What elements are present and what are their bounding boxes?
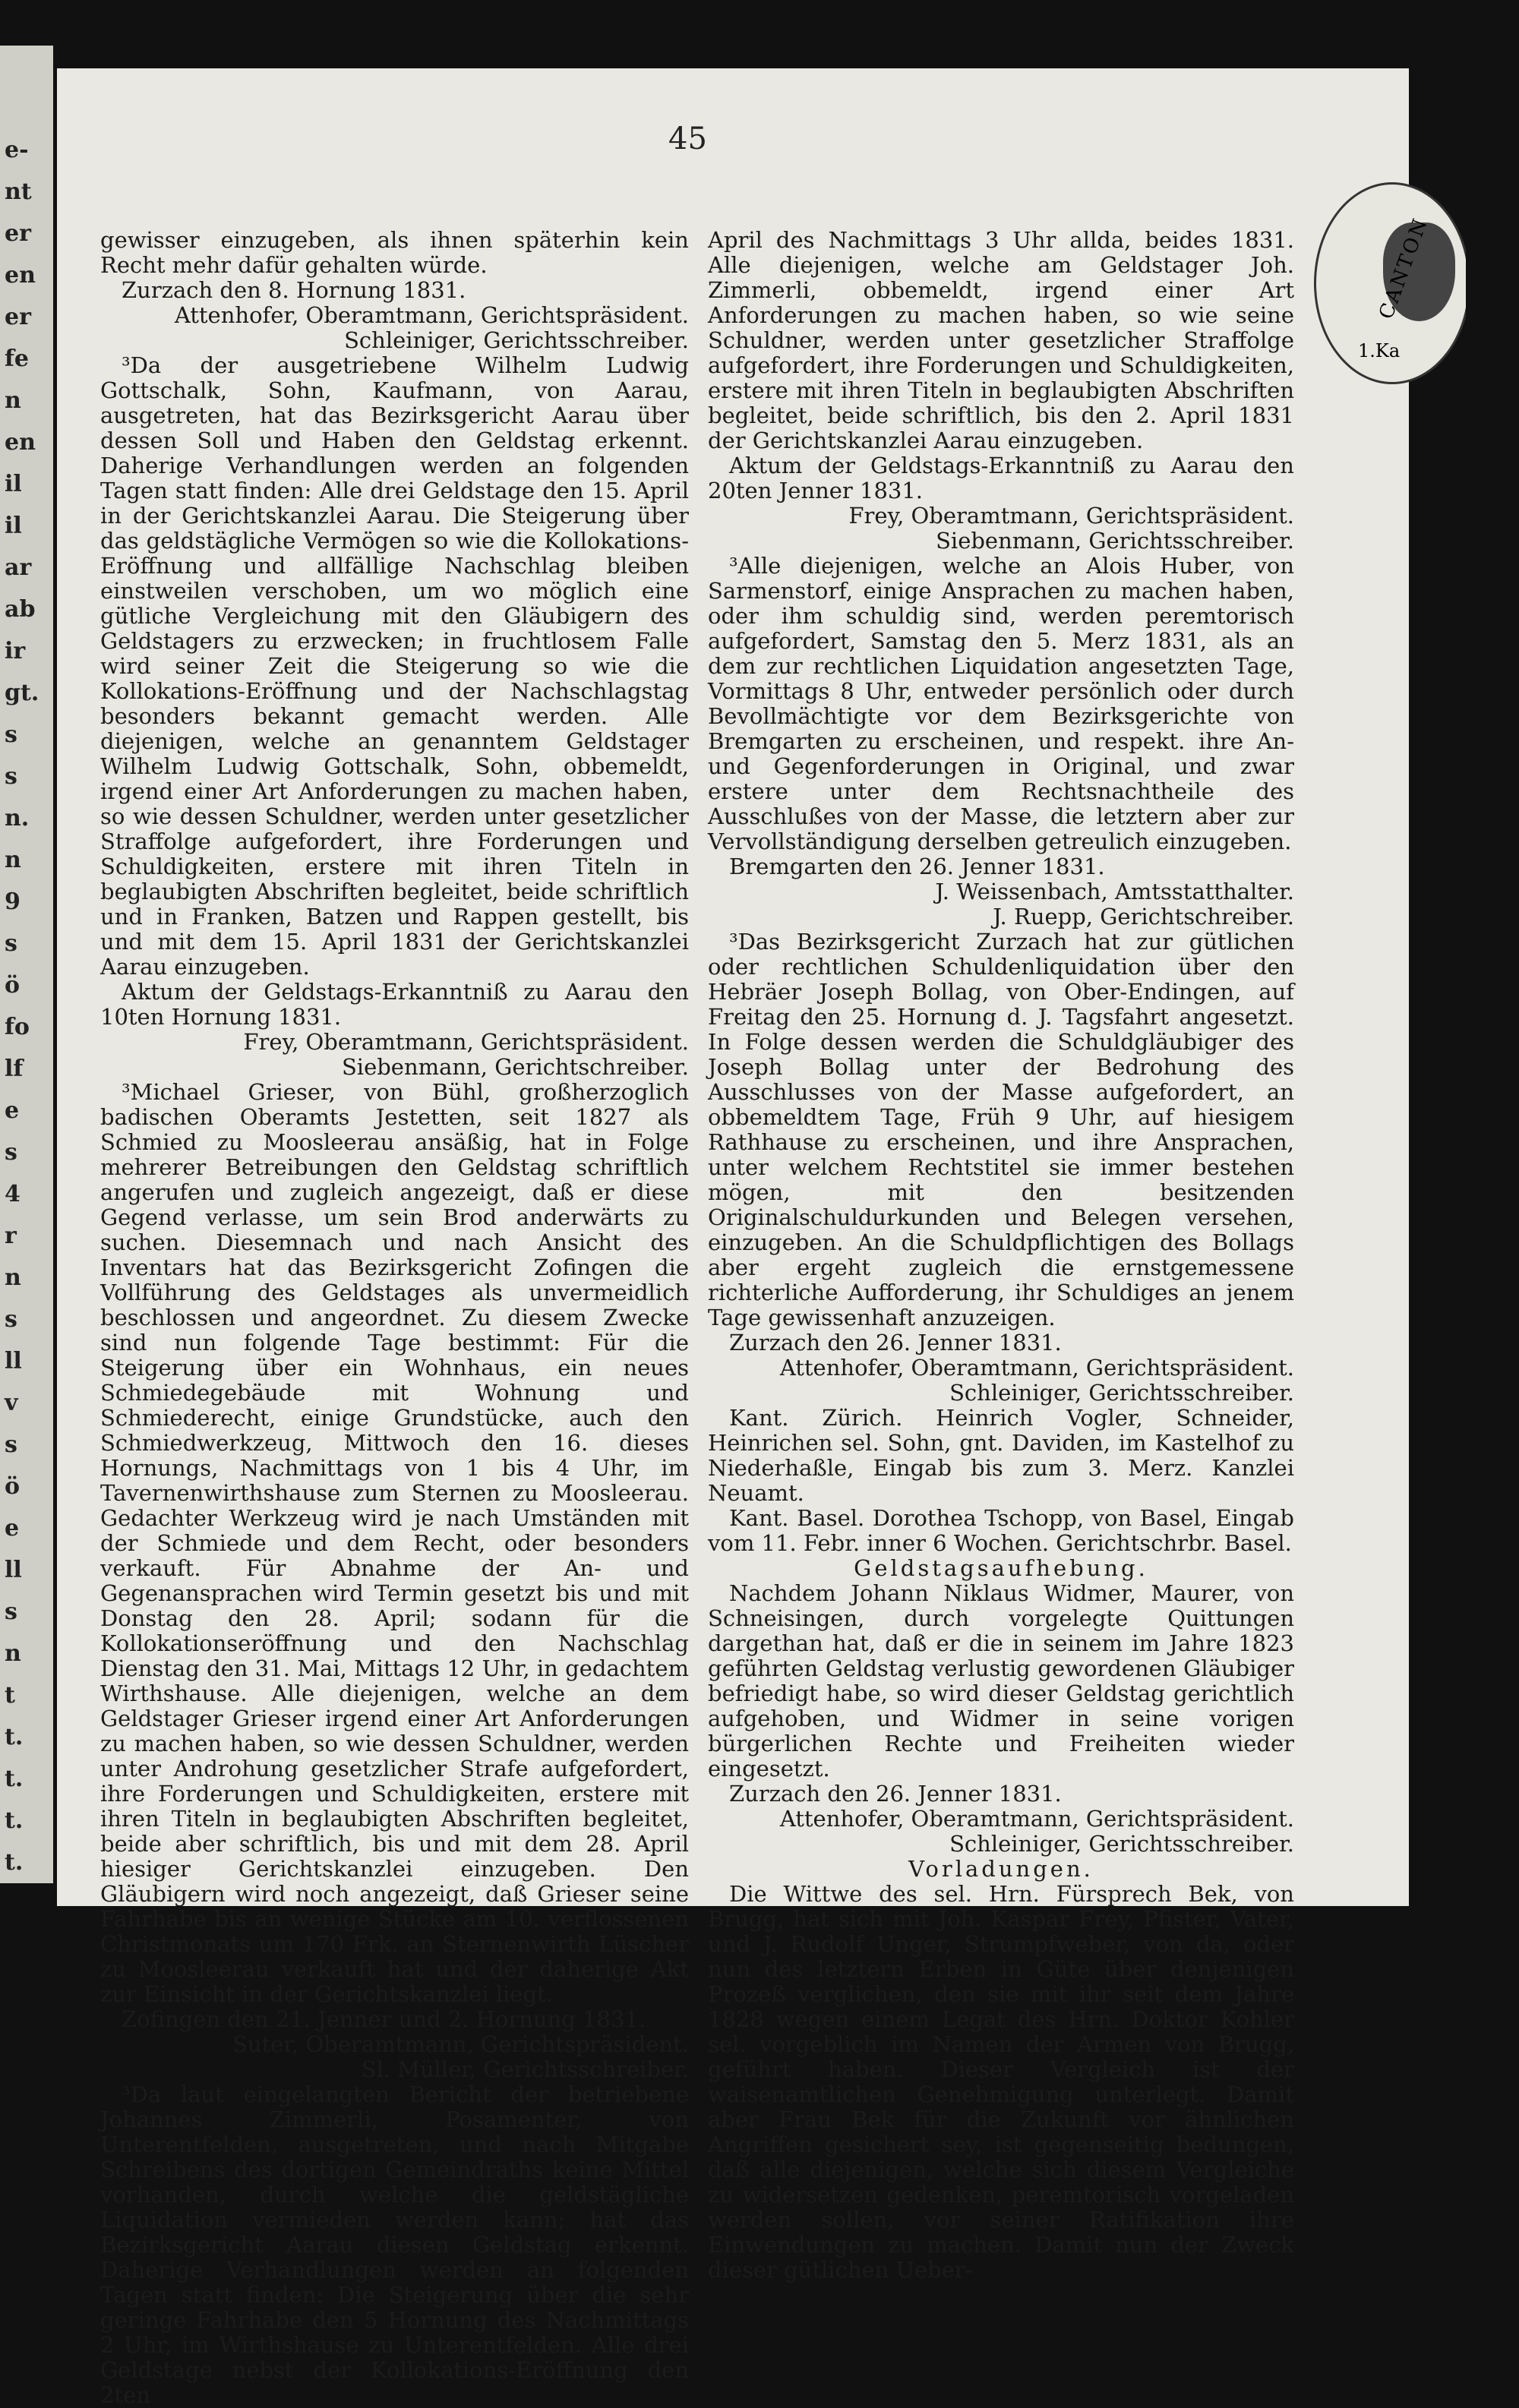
margin-fragment: s (5, 763, 17, 790)
paragraph-q11: Attenhofer, Oberamtmann, Gerichtspräsident. (779, 1355, 1294, 1381)
left-column (100, 228, 689, 2408)
margin-fragment: s (5, 1431, 17, 1458)
margin-fragment: e (5, 1515, 20, 1542)
paragraph-q5: ³Alle diejenigen, welche an Alois Huber, von Sarmenstorf, einige Ansprachen zu machen haben, oder ihm schuldig sind, werden peremtorisch aufgefordert, Samstag den 5. Merz 1831, als an dem zur rechtlichen Liquidation angesetzten Tage, Vormittags 8 Uhr, entweder persönlich oder durch Bevollmächtigte vor dem Bezirksgerichte von Bremgarten zu erscheinen, und respekt. ihre An- und Gegenforderungen in Original, und zwar erstere unter dem Rechtsnachtheile des Ausschlußes von der Masse, die letztern aber zur Vervollständigung derselben getreulich einzugeben. (708, 553, 1294, 854)
paragraph-q16: Nachdem Johann Niklaus Widmer, Maurer, von Schneisingen, durch vorgelegte Quittungen dargethan hat, daß er die in seinem im Jahre 1823 geführten Geldstag verlustig gewordenen Gläubiger befriedigt habe, so wird dieser Geldstag gerichtlich aufgehoben, und Widmer in seine vorigen bürgerlichen Rechte und Freiheiten wieder eingesetzt. (708, 1580, 1294, 1782)
margin-fragment: e- (5, 137, 29, 163)
paragraph-q20: Vorladungen. (908, 1856, 1094, 1882)
margin-fragment: n. (5, 805, 30, 832)
paragraph-p1: gewisser einzugeben, als ihnen späterhin kein Recht mehr dafür gehalten würde. (100, 227, 689, 278)
margin-fragment: ll (5, 1557, 22, 1583)
margin-fragment: n (5, 1264, 21, 1291)
margin-fragment: ar (5, 554, 32, 581)
margin-fragment: fe (5, 346, 29, 372)
margin-fragment: s (5, 1306, 17, 1333)
paragraph-p13: ³Da laut eingelangten Bericht der betriebene Johannes Zimmerli, Posamenter, von Unterentfelden, ausgetreten, und nach Mitgabe Schreibens des dortigen Gemeindraths keine Mittel vorhanden, durch welche die geldstägliche Liquidation vermieden werden kann; hat das Bezirksgericht Aarau diesen Geldstag erkennt. Daherige Verhandlungen werden an folgenden Tagen statt finden: Die Steigerung über die sehr geringe Fahrhabe den 5 Hornung des Nachmittags 2 Uhr, im Wirthshause zu Unterentfelden. Alle drei Geldstage nebst der Kollokations-Eröffnung den 2ten (100, 2081, 689, 2408)
margin-fragment: n (5, 387, 21, 414)
margin-fragment: er (5, 220, 31, 247)
margin-fragment: en (5, 429, 36, 456)
right-column (708, 228, 1294, 2283)
margin-fragment: er (5, 304, 31, 330)
paragraph-q14: Kant. Basel. Dorothea Tschopp, von Basel, Eingab vom 11. Febr. inner 6 Wochen. Gerichtschrbr. Basel. (708, 1505, 1294, 1556)
paragraph-p3: Attenhofer, Oberamtmann, Gerichtspräsident. (174, 302, 689, 328)
paragraph-p10: Zofingen den 21. Jenner und 2. Hornung 1831. (122, 2006, 646, 2032)
margin-fragment: 9 (5, 888, 21, 915)
margin-fragment: 4 (5, 1181, 21, 1207)
paragraph-q10: Zurzach den 26. Jenner 1831. (729, 1330, 1062, 1355)
paragraph-q18: Attenhofer, Oberamtmann, Gerichtspräsident. (779, 1806, 1294, 1832)
paragraph-p4: Schleiniger, Gerichtsschreiber. (344, 327, 689, 353)
margin-fragment: t. (5, 1724, 24, 1750)
margin-fragment: s (5, 721, 17, 748)
margin-fragment: ö (5, 972, 21, 999)
paragraph-p11: Suter, Oberamtmann, Gerichtspräsident. (232, 2031, 689, 2057)
margin-fragment: fo (5, 1014, 30, 1040)
paragraph-q13: Kant. Zürich. Heinrich Vogler, Schneider, Heinrichen sel. Sohn, gnt. Daviden, im Kastelhof zu Niederhaßle, Eingab bis zum 3. Merz. Kanzlei Neuamt. (708, 1405, 1294, 1506)
paragraph-q3: Frey, Oberamtmann, Gerichtspräsident. (848, 503, 1294, 529)
page-number: 45 (668, 122, 707, 156)
canton-stamp (1314, 182, 1470, 384)
paragraph-p5: ³Da der ausgetriebene Wilhelm Ludwig Gottschalk, Sohn, Kaufmann, von Aarau, ausgetreten, hat das Bezirksgericht Aarau über dessen Soll und Haben den Geldstag erkennt. Daherige Verhandlungen werden an folgenden Tagen statt finden: Alle drei Geldstage den 15. April in der Gerichtskanzlei Aarau. Die Steigerung über das geldstägliche Vermögen so wie die Kollokations-Eröffnung und allfällige Nachschlag bleiben einstweilen verschoben, um wo möglich eine gütliche Vergleichung mit den Gläubigern des Geldstagers zu erzwecken; in fruchtlosem Falle wird seiner Zeit die Steigerung so wie die Kollokations-Eröffnung und der Nachschlagstag besonders bekannt gemacht werden. Alle diejenigen, welche an genanntem Geldstager Wilhelm Ludwig Gottschalk, Sohn, obbemeldt, irgend einer Art Anforderungen zu machen haben, so wie dessen Schuldner, werden unter gesetzlicher Straffolge aufgefordert, ihre Forderungen und Schuldigkeiten, erstere mit ihren Titeln in beglaubigten Abschriften begleitet, beide schriftlich und in Franken, Batzen und Rappen gestellt, bis und mit dem 15. April 1831 der Gerichtskanzlei Aarau einzugeben. (100, 352, 689, 980)
paragraph-p6: Aktum der Geldstags-Erkanntniß zu Aarau den 10ten Hornung 1831. (100, 979, 689, 1030)
paragraph-q19: Schleiniger, Gerichtsschreiber. (949, 1831, 1294, 1857)
margin-fragment: ab (5, 596, 36, 623)
margin-fragment: t (5, 1682, 15, 1709)
paragraph-q6: Bremgarten den 26. Jenner 1831. (729, 854, 1105, 879)
stamp-text-canton: CANTON (1375, 213, 1433, 323)
margin-fragment: t. (5, 1849, 24, 1876)
paragraph-q2: Aktum der Geldstags-Erkanntniß zu Aarau den 20ten Jenner 1831. (708, 453, 1294, 503)
margin-fragment: n (5, 847, 21, 873)
margin-fragment: t. (5, 1766, 24, 1792)
margin-fragment: en (5, 262, 36, 289)
paragraph-q4: Siebenmann, Gerichtsschreiber. (936, 528, 1294, 554)
margin-fragment: il (5, 513, 22, 539)
margin-fragment: ö (5, 1473, 21, 1500)
paragraph-p12: Sl. Müller, Gerichtsschreiber. (361, 2056, 689, 2082)
paragraph-q9: ³Das Bezirksgericht Zurzach hat zur gütlichen oder rechtlichen Schuldenliquidation über den Hebräer Joseph Bollag, von Ober-Endingen, auf Freitag den 25. Hornung d. J. Tagsfahrt angesetzt. In Folge dessen werden die Schuldgläubiger des Joseph Bollag unter der Bedrohung des Ausschlusses von der Masse aufgefordert, an obbemeldtem Tage, Früh 9 Uhr, auf hiesigem Rathhause zu erscheinen, und ihre Ansprachen, unter welchem Rechtstitel sie immer bestehen mögen, mit den besitzenden Originalschuldurkunden und Belegen versehen, einzugeben. An die Schuldpflichtigen des Bollags aber ergeht zugleich die ernstgemessene richterliche Aufforderung, ihr Schuldiges an jenem Tage gewissenhaft anzuzeigen. (708, 929, 1294, 1330)
margin-fragment: e (5, 1097, 20, 1124)
paragraph-q1: April des Nachmittags 3 Uhr allda, beides 1831. Alle diejenigen, welche am Geldstager Joh. Zimmerli, obbemeldt, irgend einer Art Anforderungen zu machen haben, so wie seine Schuldner, werden unter gesetzlicher Straffolge aufgefordert, ihre Forderungen und Schuldigkeiten, erstere mit ihren Titeln in beglaubigten Abschriften begleitet, beide schriftlich, bis den 2. April 1831 der Gerichtskanzlei Aarau einzugeben. (708, 227, 1294, 453)
margin-fragment: ir (5, 638, 26, 664)
margin-fragment: n (5, 1640, 21, 1667)
paragraph-q15: Geldstagsaufhebung. (854, 1555, 1148, 1581)
paragraph-q12: Schleiniger, Gerichtsschreiber. (949, 1380, 1294, 1406)
margin-fragment: nt (5, 178, 32, 205)
margin-fragment: s (5, 1139, 17, 1166)
paragraph-p7: Frey, Oberamtmann, Gerichtspräsident. (243, 1029, 689, 1055)
margin-fragment: v (5, 1390, 18, 1416)
paragraph-p8: Siebenmann, Gerichtschreiber. (341, 1054, 689, 1080)
margin-fragment: il (5, 471, 22, 497)
margin-fragment: r (5, 1223, 17, 1249)
scan-border (1466, 0, 1519, 1936)
paragraph-q7: J. Weissenbach, Amtsstatthalter. (935, 879, 1294, 904)
stamp-text-number: 1.Ka (1358, 340, 1401, 361)
margin-fragment: lf (5, 1056, 24, 1082)
adjacent-page-fragment (0, 46, 53, 1883)
paragraph-p2: Zurzach den 8. Hornung 1831. (122, 277, 466, 303)
margin-fragment: t. (5, 1807, 24, 1834)
margin-fragment: s (5, 1598, 17, 1625)
margin-fragment: ll (5, 1348, 22, 1374)
paragraph-p9: ³Michael Grieser, von Bühl, großherzoglich badischen Oberamts Jestetten, seit 1827 als Schmied zu Moosleerau ansäßig, hat in Folge mehrerer Betreibungen den Geldstag schriftlich angerufen und zugleich angezeigt, daß er diese Gegend verlasse, um sein Brod anderwärts zu suchen. Diesemnach und nach Ansicht des Inventars hat das Bezirksgericht Zofingen die Vollführung des Geldstages als unvermeidlich beschlossen und angeordnet. Zu diesem Zwecke sind nun folgende Tage bestimmt: Für die Steigerung über ein Wohnhaus, ein neues Schmiedegebäude mit Wohnung und Schmiederecht, einige Grundstücke, auch den Schmiedwerkzeug, Mittwoch den 16. dieses Hornungs, Nachmittags von 1 bis 4 Uhr, im Tavernenwirthshause zum Sternen zu Moosleerau. Gedachter Werkzeug wird je nach Umständen mit der Schmiede und dem Recht, oder besonders verkauft. Für Abnahme der An- und Gegenansprachen wird Termin gesetzt bis und mit Donstag den 28. April; sodann für die Kollokationseröffnung und den Nachschlag Dienstag den 31. Mai, Mittags 12 Uhr, in gedachtem Wirthshause. Alle diejenigen, welche an dem Geldstager Grieser irgend einer Art Anforderungen zu machen haben, so wie dessen Schuldner, werden unter Androhung gesetzlicher Strafe aufgefordert, ihre Forderungen und Schuldigkeiten, erstere mit ihren Titeln in beglaubigten Abschriften begleitet, beide aber schriftlich, bis und mit dem 28. April hiesiger Gerichtskanzlei einzugeben. Den Gläubigern wird noch angezeigt, daß Grieser seine Fahrhabe bis an wenige Stücke am 10. verflossenen Christmonats um 170 Frk. an Sternenwirth Lüscher zu Moosleerau verkauft hat und der daherige Akt zur Einsicht in der Gerichtskanzlei liegt. (100, 1079, 689, 2007)
paragraph-q21: Die Wittwe des sel. Hrn. Fürsprech Bek, von Brugg, hat sich mit Joh. Kaspar Frey, Pfister, Vater, und J. Rudolf Unger, Strumpfweber, von da, oder nun des letztern Erben in Güte über denjenigen Prozeß verglichen, den sie mit ihr seit dem Jahre 1828 wegen einem Legat des Hrn. Doktor Kohler sel. vorgeblich im Namen der Armen von Brugg, geführt haben. Dieser Vergleich ist der waisenamtlichen Genehmigung unterlegt. Damit aber Frau Bek für die Zukunft vor ähnlichen Angriffen gesichert sey, ist gegenseitig bedungen, daß alle diejenigen, welche sich diesem Vergleiche zu widersetzen gedenken, peremtorisch vorgeladen werden sollen, vor seiner Ratifikation ihre Einwendungen zu machen. Damit nun der Zweck dieser gütlichen Ueber- (708, 1881, 1294, 2283)
paragraph-q17: Zurzach den 26. Jenner 1831. (729, 1781, 1062, 1807)
margin-fragment: gt. (5, 680, 39, 706)
margin-fragment: s (5, 930, 17, 957)
paragraph-q8: J. Ruepp, Gerichtschreiber. (993, 904, 1294, 929)
